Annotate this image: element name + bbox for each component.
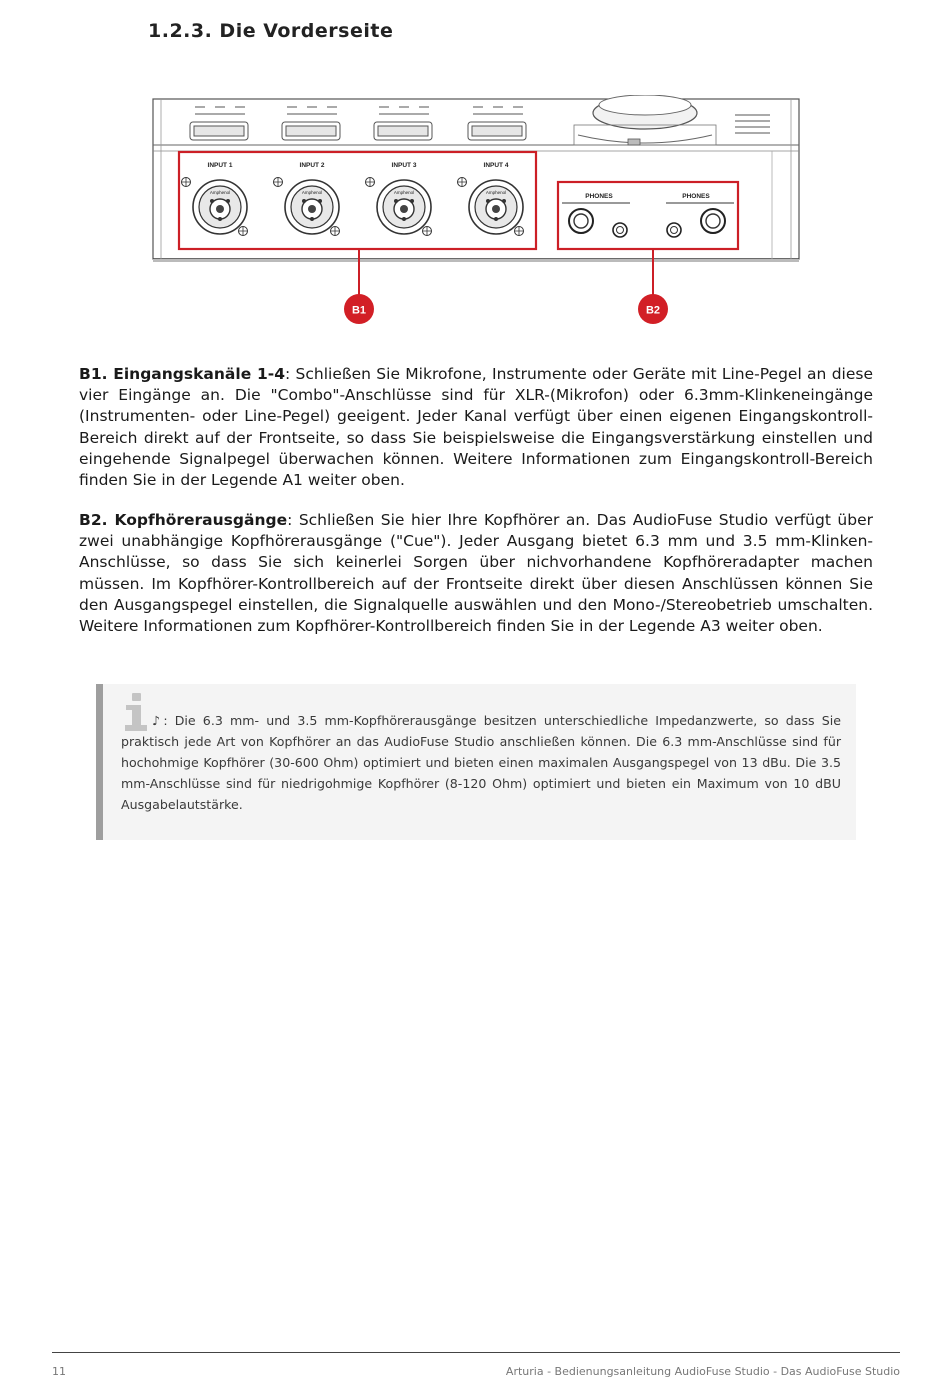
phones-label-2: PHONES xyxy=(682,193,710,200)
connector-brand: Amphenol xyxy=(393,190,415,195)
phones-jack-6-3-right xyxy=(701,209,725,233)
callout-b1 xyxy=(344,294,374,324)
phones-jack-3-5-right xyxy=(667,223,681,237)
item-b1-lead: B1. Eingangskanäle 1-4 xyxy=(79,365,285,383)
svg-text:B2: B2 xyxy=(645,304,661,317)
footer-divider xyxy=(52,1352,900,1353)
input-label-2: INPUT 2 xyxy=(299,162,325,169)
front-panel-figure xyxy=(150,95,802,330)
item-b1-paragraph xyxy=(79,364,873,491)
footer-title: Arturia - Bedienungsanleitung AudioFuse Studio - Das AudioFuse Studio xyxy=(505,1365,900,1378)
input-label-1: INPUT 1 xyxy=(207,162,233,169)
callout-b2 xyxy=(638,294,668,324)
connector-brand: Amphenol xyxy=(485,190,507,195)
input-label-4: INPUT 4 xyxy=(483,162,509,169)
item-b2-paragraph xyxy=(79,510,873,637)
info-note xyxy=(96,684,856,840)
section-title: 1.2.3. Die Vorderseite xyxy=(148,20,394,42)
phones-label-1: PHONES xyxy=(585,193,613,200)
connector-brand: Amphenol xyxy=(209,190,231,195)
item-b2-text: : Schließen Sie hier Ihre Kopfhörer an. Das AudioFuse Studio verfügt über zwei unabhängige Kopfhörerausgänge ("Cue"). Jeder Ausgang bietet 6.3 mm und 3.5 mm-Klinken-Anschlüsse, so dass Sie sich keinerlei Sorgen über nichvorhandene Kopfhöreradapter machen müssen. Im Kopfhörer-Kontrollbereich auf der Frontseite direkt über diesen Anschlüssen können Sie den Ausgangspegel einstellen, die Signalquelle auswählen und den Mono-/Stereobetrieb umschalten. Weitere Informationen zum Kopfhörer-Kontrollbereich finden Sie in der Legende A3 weiter oben. xyxy=(79,511,873,636)
svg-text:B1: B1 xyxy=(351,304,367,317)
item-b2-lead: B2. Kopfhörerausgänge xyxy=(79,511,288,529)
page-number: 11 xyxy=(52,1365,66,1378)
phones-jack-3-5-left xyxy=(613,223,627,237)
connector-brand: Amphenol xyxy=(301,190,323,195)
input-label-3: INPUT 3 xyxy=(391,162,417,169)
phones-jack-6-3-left xyxy=(569,209,593,233)
note-text: ♪: Die 6.3 mm- und 3.5 mm-Kopfhörerausgänge besitzen unterschiedliche Impedanzwerte, so dass Sie praktisch jede Art von Kopfhörer an das AudioFuse Studio anschließen können. Die 6.3 mm-Anschlüsse sind für hochohmige Kopfhörer (30-600 Ohm) optimiert und bieten einen maximalen Ausgangspegel von 13 dBu. Die 3.5 mm-Anschlüsse sind für niedrigohmige Kopfhörer (8-120 Ohm) optimiert und bieten ein Maximum von 10 dBU Ausgabelautstärke. xyxy=(121,713,841,812)
item-b1-text: : Schließen Sie Mikrofone, Instrumente oder Geräte mit Line-Pegel an diese vier Eingänge an. Die "Combo"-Anschlüsse sind für XLR-(Mikrofon) oder 6.3mm-Klinkeneingänge (Instrumenten- oder Line-Pegel) geeigent. Jeder Kanal verfügt über einen eigenen Eingangskontroll-Bereich direkt auf der Frontseite, so dass Sie beispielsweise die Eingangsverstärkung einstellen und eingehende Signalpegel überwachen können. Weitere Informationen zum Eingangskontroll-Bereich finden Sie in der Legende A1 weiter oben. xyxy=(79,365,873,490)
